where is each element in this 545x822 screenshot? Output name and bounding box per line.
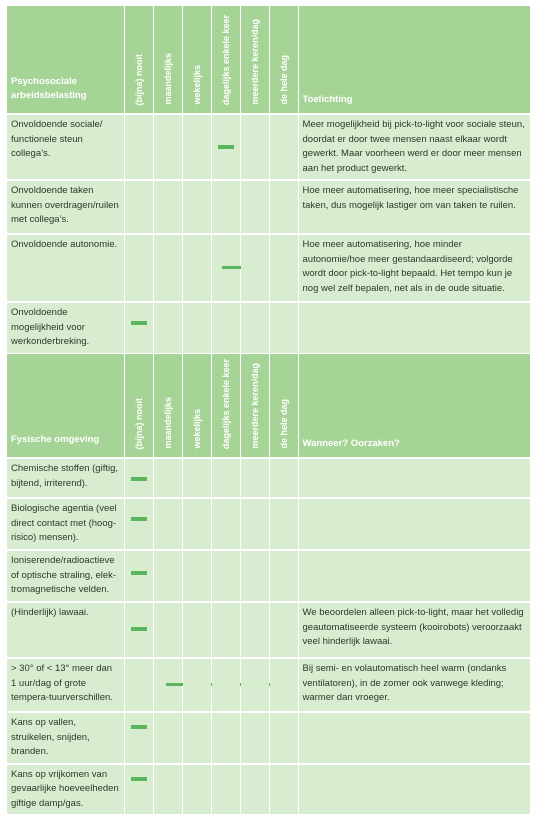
frequency-dash (131, 477, 147, 481)
header-col-dagelijks: dagelijks enkele keer (211, 354, 240, 458)
row-label: Kans op vallen, struikelen, snijden, branden. (7, 712, 124, 764)
row-note (298, 712, 530, 764)
frequency-dash (131, 777, 147, 781)
table-row (7, 764, 530, 816)
frequency-dash (131, 571, 147, 575)
row-note: Meer mogelijkheid bij pick-to-light voor sociale steun, doordat er door twee mensen naast elkaar wordt gewerkt. Maar voorheen werd er door meer mensen aan het product gewerkt. (298, 114, 530, 180)
header-col-dagelijks: dagelijks enkele keer (211, 6, 240, 114)
table-row (7, 602, 530, 658)
header-col-maandelijks: maandelijks (153, 354, 182, 458)
header-col-hele-dag: de hele dag (269, 354, 298, 458)
table-row (7, 712, 530, 764)
header-psychosociale: Psychosociale arbeidsbelasting (7, 6, 124, 114)
header-col-bijna-nooit: (bijna) nooit (124, 6, 153, 114)
row-label: Onvoldoende taken kunnen overdragen/ruilen met collega’s. (7, 180, 124, 234)
row-label: > 30° of < 13° meer dan 1 uur/dag of grote tempera-tuurverschillen. (7, 658, 124, 712)
frequency-dash (131, 321, 147, 325)
table-row (7, 180, 530, 234)
header-col-wekelijks: wekelijks (182, 354, 211, 458)
table-row (7, 498, 530, 550)
table-row (7, 302, 530, 354)
row-note (298, 764, 530, 816)
row-label: (Hinderlijk) lawaai. (7, 602, 124, 658)
header-col-bijna-nooit: (bijna) nooit (124, 354, 153, 458)
header-wanneer-oorzaken: Wanneer? Oorzaken? (298, 354, 530, 458)
row-note: Bij semi- en volautomatisch heel warm (ondanks ventilatoren), in de zomer ook vanwege kleding; warmer dan vroeger. (298, 658, 530, 712)
physical-environment-table (7, 354, 531, 816)
row-note: Hoe meer automatisering, hoe meer specialistische taken, dus mogelijk lastiger om van taken te ruilen. (298, 180, 530, 234)
header-col-wekelijks: wekelijks (182, 6, 211, 114)
row-note (298, 458, 530, 498)
table-row (7, 114, 530, 180)
header-fysische-omgeving: Fysische omgeving (7, 354, 124, 458)
header-col-maandelijks: maandelijks (153, 6, 182, 114)
frequency-dash (131, 627, 147, 631)
psychosocial-table (7, 6, 531, 355)
table-row (7, 550, 530, 602)
row-label: Onvoldoende sociale/ functionele steun collega’s. (7, 114, 124, 180)
table-row (7, 234, 530, 302)
row-label: Onvoldoende autonomie. (7, 234, 124, 302)
header-toelichting: Toelichting (298, 6, 530, 114)
row-label: Kans op vrijkomen van gevaarlijke hoeveelheden giftige damp/gas. (7, 764, 124, 816)
frequency-dash (131, 517, 147, 521)
row-label: Onvoldoende mogelijkheid voor werkonderbreking. (7, 302, 124, 354)
header-col-hele-dag: de hele dag (269, 6, 298, 114)
row-note: Hoe meer automatisering, hoe minder autonomie/hoe meer gestandaardiseerd; volgorde wordt door pick-to-light bepaald. Het tempo kun je nog wel zelf bepalen, net als in de oude situatie. (298, 234, 530, 302)
row-label: Ioniserende/radioactieve of optische straling, elek-tromagnetische velden. (7, 550, 124, 602)
header-col-meerdere-keren: meerdere keren/dag (240, 6, 269, 114)
frequency-dash (131, 725, 147, 729)
frequency-dash (218, 145, 234, 149)
row-note (298, 302, 530, 354)
row-label: Biologische agentia (veel direct contact met (hoog-risico) mensen). (7, 498, 124, 550)
header-col-meerdere-keren: meerdere keren/dag (240, 354, 269, 458)
row-note (298, 550, 530, 602)
table-row (7, 458, 530, 498)
row-note (298, 498, 530, 550)
row-note: We beoordelen alleen pick-to-light, maar het volledig geautomatiseerde systeem (kooirobots) veroorzaakt veel hinderlijk lawaai. (298, 602, 530, 658)
row-label: Chemische stoffen (giftig, bijtend, irriterend). (7, 458, 124, 498)
table-row (7, 658, 530, 712)
